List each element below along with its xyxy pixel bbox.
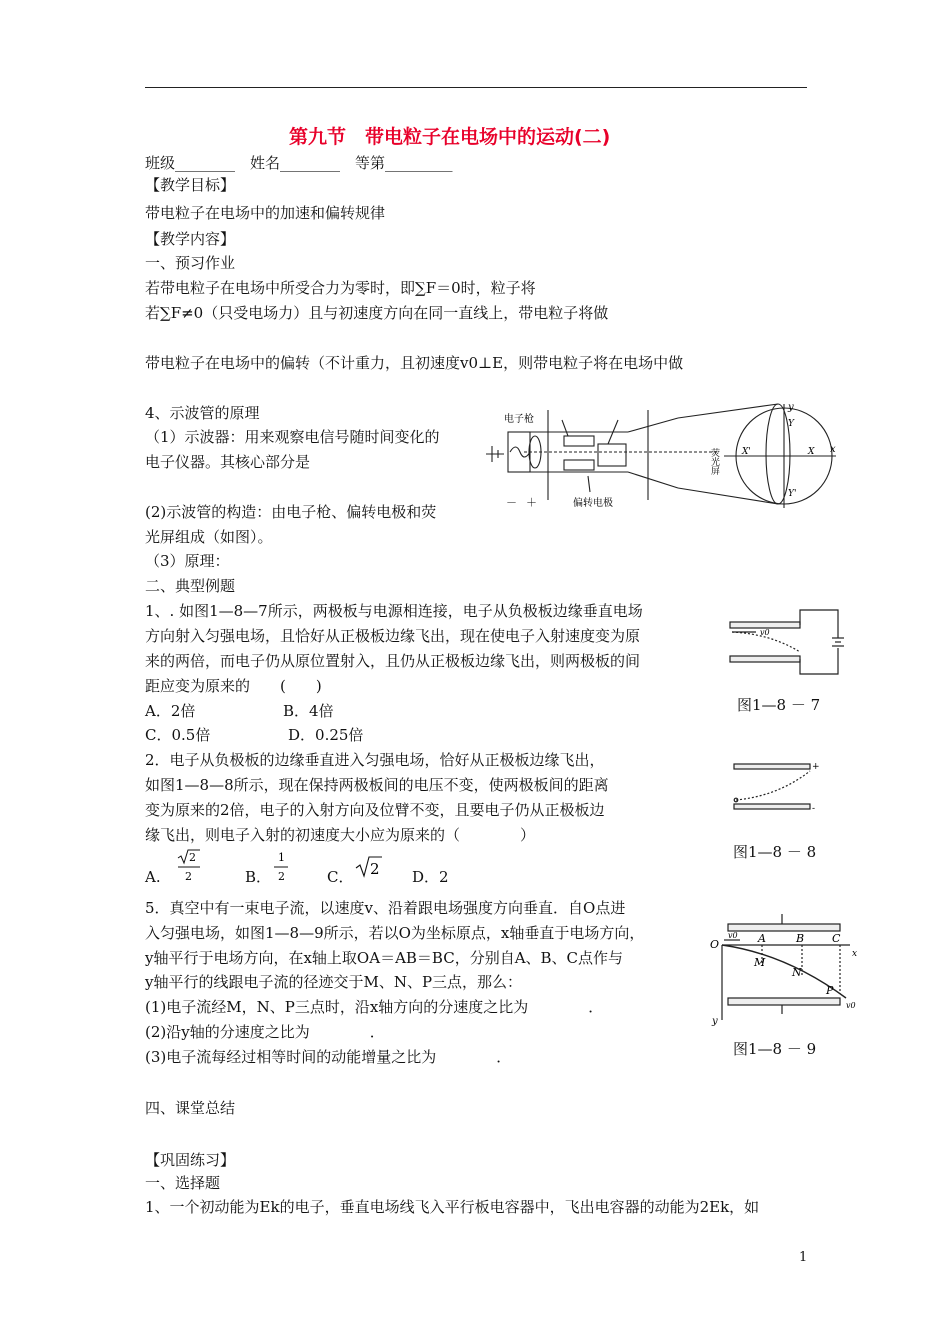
fig9-v0-start-label: v0	[728, 931, 738, 940]
svg-text:2: 2	[278, 870, 285, 883]
gun-label: 电子枪	[504, 414, 534, 425]
practice-q1: 1、一个初动能为Ek的电子，垂直电场线飞入平行板电容器中，飞出电容器的动能为2Ek，如	[145, 1198, 760, 1216]
preview-line-2: 若∑F≠0（只受电场力）且与初速度方向在同一直线上，带电粒子将做	[145, 304, 609, 322]
content-heading: 【教学内容】	[145, 230, 236, 248]
svg-text:2: 2	[185, 870, 192, 883]
q1-option-c: C．0.5倍	[145, 726, 211, 744]
objectives-heading: 【教学目标】	[145, 176, 236, 194]
q1-line-3: 来的两倍，而电子仍从原位置射入，且仍从正极板边缘飞出，则两极板的间	[145, 652, 641, 670]
screen-label: 荧光屏	[709, 448, 719, 475]
screen-y-axis-label: y	[788, 402, 794, 413]
screen-Yp-label: Y'	[788, 489, 797, 499]
fig7-v0-label: v0	[760, 628, 770, 637]
q2-line-2: 如图1—8—8所示，现在保持两极板间的电压不变，使两极板间的距离	[145, 776, 609, 794]
figure-1-8-8-caption: 图1—8 － 8	[733, 843, 817, 861]
q2-option-c-math	[354, 854, 384, 880]
q5-sub-2: (2)沿y轴的分速度之比为 ．	[145, 1023, 385, 1041]
preview-line-1: 若带电粒子在电场中所受合力为零时，即∑F＝0时，粒子将	[145, 279, 536, 297]
fig9-x-axis-label: x	[852, 949, 858, 959]
oscilloscope-diagram	[478, 400, 850, 512]
svg-text:1: 1	[278, 851, 285, 864]
q2-option-b-label: B．	[245, 868, 272, 886]
q1-option-d: D．0.25倍	[288, 726, 364, 744]
figure-1-8-7	[726, 608, 844, 678]
q1-line-2: 方向射入匀强电场，且恰好从正极板边缘飞出，现在使电子入射速度变为原	[145, 627, 641, 645]
fig9-B-label: B	[796, 932, 805, 945]
fig9-C-label: C	[832, 932, 841, 945]
q2-line-4: 缘飞出，则电子入射的初速度大小应为原来的（ ）	[145, 826, 536, 844]
fig9-N-label: N	[792, 966, 802, 979]
oscilloscope-text-2: (2)示波管的构造：由电子枪、偏转电极和荧	[145, 503, 437, 521]
svg-text:2: 2	[370, 860, 380, 878]
figure-1-8-7-caption: 图1—8 － 7	[737, 696, 821, 714]
oscilloscope-text-2b: 光屏组成（如图）。	[145, 528, 273, 546]
oscilloscope-text-1: （1）示波器：用来观察电信号随时间变化的	[145, 428, 440, 446]
q5-line-3: y轴平行于电场方向，在x轴上取OA＝AB＝BC，分别自A、B、C点作与	[145, 949, 624, 967]
practice-heading: 【巩固练习】	[145, 1151, 236, 1169]
fig9-P-label: P	[826, 984, 834, 997]
q5-sub-1: (1)电子流经M，N、P三点时，沿x轴方向的分速度之比为 ．	[145, 998, 604, 1016]
plus-label: ＋	[526, 496, 537, 509]
header-rule	[145, 87, 807, 88]
q2-option-a-label: A.	[145, 868, 161, 886]
practice-section: 一、选择题	[145, 1174, 221, 1192]
objectives-text: 带电粒子在电场中的加速和偏转规律	[145, 204, 386, 222]
q5-line-4: y轴平行的线跟电子流的径迹交于M、N、P三点，那么：	[145, 973, 523, 991]
q2-option-a-math	[176, 848, 204, 884]
section-examples-heading: 二、典型例题	[145, 577, 236, 595]
q1-line-4: 距应变为原来的 ( )	[145, 677, 322, 695]
q2-option-b-math	[272, 848, 292, 884]
q5-sub-3: (3)电子流每经过相等时间的动能增量之比为 ．	[145, 1048, 512, 1066]
q2-line-3: 变为原来的2倍，电子的入射方向及位臂不变，且要电子仍从正极板边	[145, 801, 605, 819]
page-title: 第九节 带电粒子在电场中的运动(二)	[289, 126, 611, 148]
q5-line-2: 入匀强电场，如图1—8—9所示，若以O为坐标原点，x轴垂直于电场方向，	[145, 924, 645, 942]
oscilloscope-heading: 4、示波管的原理	[145, 404, 260, 422]
fig8-plus-label: +	[812, 762, 820, 772]
fig9-O-label: O	[710, 938, 720, 951]
screen-x-axis-label: x	[830, 444, 836, 455]
q1-option-a: A．2倍	[145, 702, 196, 720]
q2-line-1: 2．电子从负极板的边缘垂直进入匀强电场，恰好从正极板边缘飞出，	[145, 751, 605, 769]
oscilloscope-text-1b: 电子仪器。其核心部分是	[145, 453, 311, 471]
figure-1-8-9	[706, 908, 866, 1030]
screen-Y-label: Y	[788, 419, 794, 429]
screen-Xp-label: X'	[742, 447, 751, 457]
minus-label: －	[506, 496, 517, 509]
oscilloscope-text-3: （3）原理：	[145, 552, 230, 570]
fig8-minus-label: -	[812, 804, 816, 814]
fig9-y-axis-label: y	[712, 1016, 718, 1027]
fig9-v0-end-label: v0	[846, 1001, 856, 1010]
svg-text:2: 2	[189, 851, 196, 864]
q1-option-b: B．4倍	[283, 702, 334, 720]
q2-option-d: D．2	[412, 868, 449, 886]
q1-line-1: 1、. 如图1—8—7所示，两极板与电源相连接，电子从负极板边缘垂直电场	[145, 602, 643, 620]
fig9-M-label: M	[754, 956, 766, 969]
figure-1-8-8	[728, 760, 820, 820]
section-preview-heading: 一、预习作业	[145, 254, 236, 272]
class-name-grade-line: 班级________ 姓名________ 等第_________	[145, 154, 453, 172]
deflect-label: 偏转电极	[573, 498, 613, 509]
q5-line-1: 5．真空中有一束电子流，以速度v、沿着跟电场强度方向垂直．自O点进	[145, 899, 626, 917]
preview-line-3: 带电粒子在电场中的偏转（不计重力，且初速度v0⊥E，则带电粒子将在电场中做	[145, 354, 684, 372]
summary-heading: 四、课堂总结	[145, 1099, 236, 1117]
q2-option-c-label: C．	[327, 868, 354, 886]
screen-X-label: X	[808, 447, 815, 457]
page-number: 1	[799, 1250, 808, 1265]
fig9-A-label: A	[758, 932, 766, 945]
figure-1-8-9-caption: 图1—8 － 9	[733, 1040, 817, 1058]
